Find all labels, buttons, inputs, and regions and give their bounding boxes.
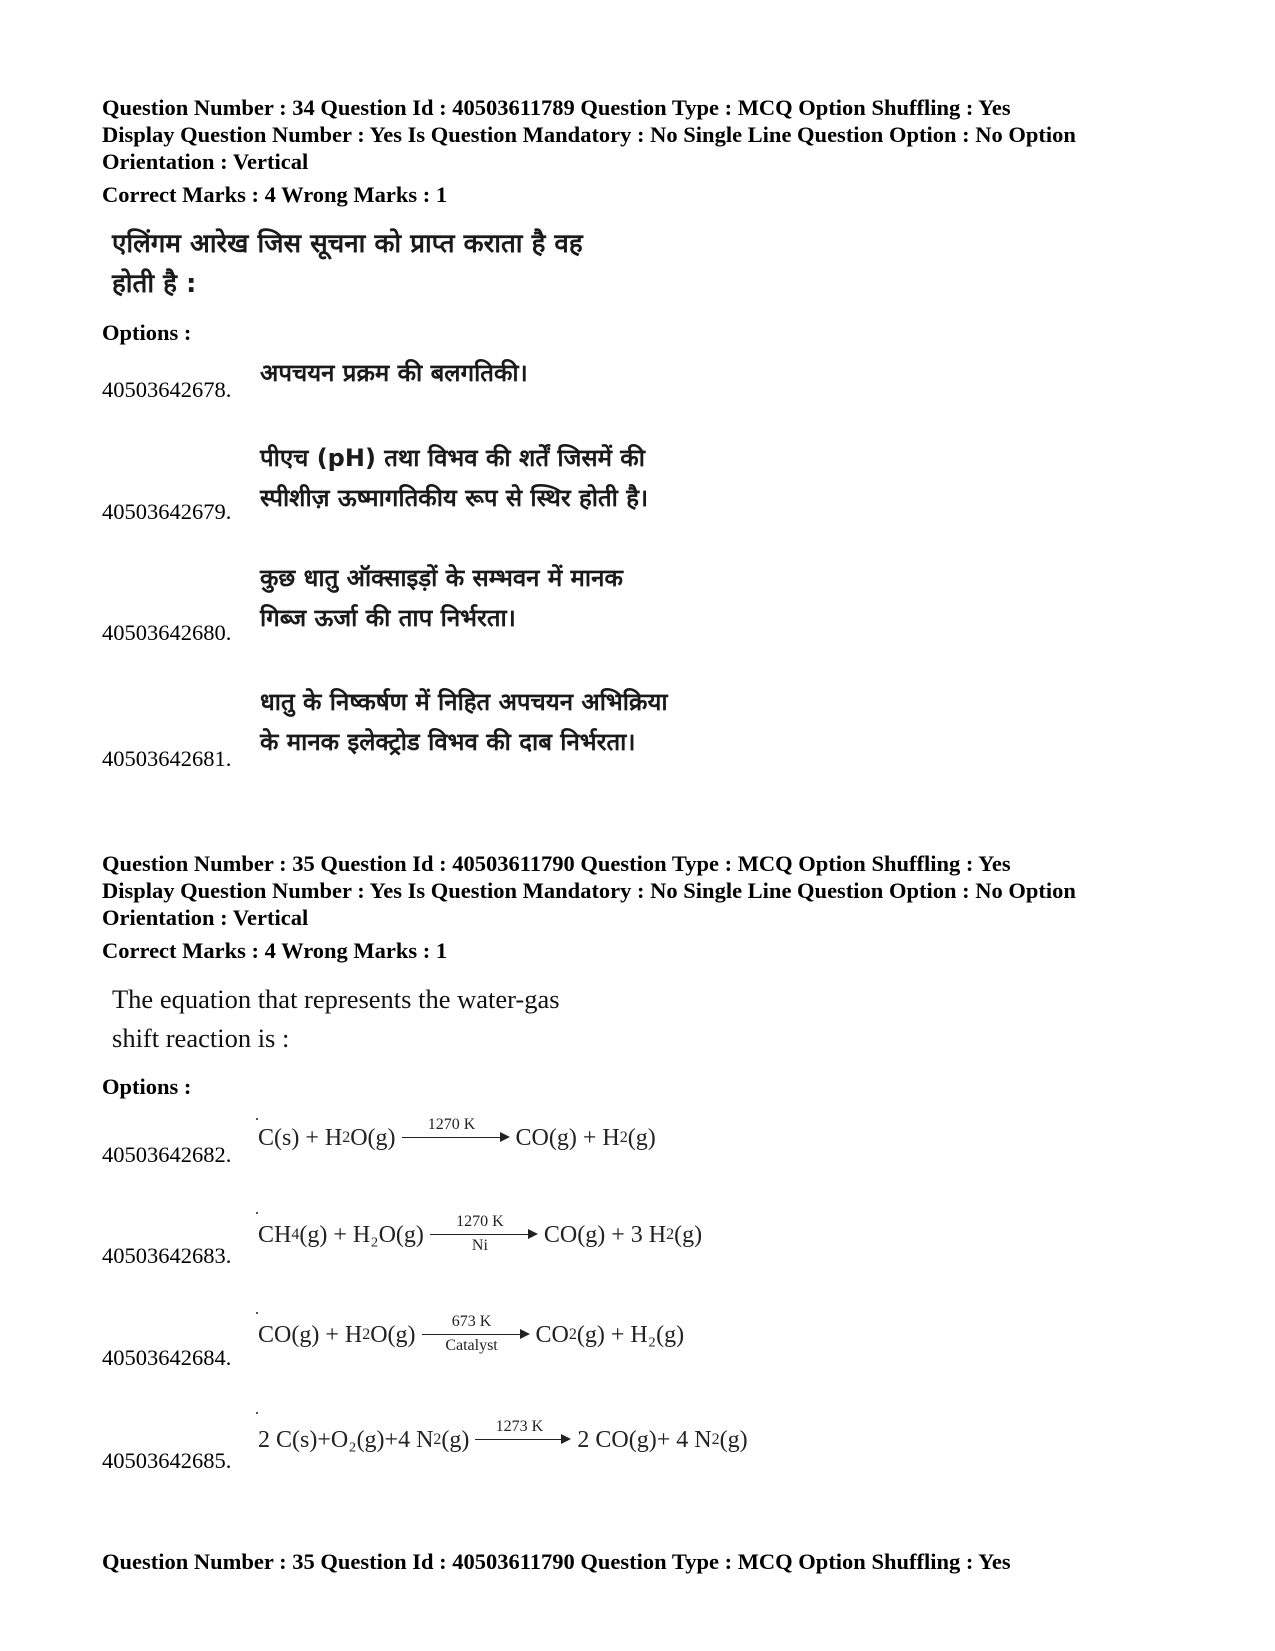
eq2-left-tail: (g) + H₂O(g) — [299, 1221, 424, 1248]
eq3-left: CO(g) + H — [258, 1321, 363, 1348]
q34-option-4-line1: धातु के निष्कर्षण में निहित अपचयन अभिक्रिया — [260, 688, 668, 716]
q34-option-1-text: अपचयन प्रक्रम की बलगतिकी। — [260, 359, 528, 387]
eq2-condition-below: Ni — [471, 1237, 488, 1254]
q34-meta-line3: Orientation : Vertical — [102, 149, 309, 174]
q35-meta-line3: Orientation : Vertical — [102, 905, 309, 930]
q34-question-line1: एलिंगम आरेख जिस सूचना को प्राप्त कराता है वह — [112, 229, 583, 259]
q35-meta-line2: Display Question Number : Yes Is Question Mandatory : No Single Line Question Option : No Option — [102, 878, 1076, 903]
reaction-arrow — [422, 1315, 530, 1355]
q35-option-3-id: 40503642684. — [102, 1345, 232, 1370]
q34-marks: Correct Marks : 4 Wrong Marks : 1 — [102, 182, 448, 207]
eq3-right-sub: 2 — [568, 1326, 577, 1343]
q34-option-4-id: 40503642681. — [102, 746, 232, 771]
q34-option-3-id: 40503642680. — [102, 620, 232, 645]
reaction-arrow — [475, 1420, 571, 1460]
eq2-right: CO(g) + 3 H — [543, 1221, 667, 1248]
q35-marks: Correct Marks : 4 Wrong Marks : 1 — [102, 938, 448, 963]
eq1-right: CO(g) + H — [515, 1124, 620, 1151]
eq3-condition-above: 673 K — [451, 1313, 492, 1330]
q34-option-3-line1: कुछ धातु ऑक्साइड़ों के सम्भवन में मानक — [260, 564, 623, 592]
q34-option-2-line2: स्पीशीज़ ऊष्मागतिकीय रूप से स्थिर होती है। — [260, 484, 649, 512]
q35-question-text — [112, 980, 560, 1058]
q34-meta-line1: Question Number : 34 Question Id : 40503611789 Question Type : MCQ Option Shuffling : Yes — [102, 95, 1011, 120]
q34-option-1-id: 40503642678. — [102, 377, 232, 402]
q35-option-2-equation — [258, 1215, 702, 1255]
q35-question-line2: shift reaction is : — [112, 1023, 290, 1053]
eq1-left-tail: O(g) — [350, 1124, 396, 1151]
q35-option-1-equation — [258, 1118, 656, 1158]
eq4-left-tail: (g) — [441, 1426, 470, 1453]
eq4-condition-above: 1273 K — [495, 1418, 544, 1435]
eq4-left: 2 C(s)+O₂(g)+4 N — [258, 1426, 434, 1453]
eq2-condition-above: 1270 K — [456, 1213, 504, 1230]
q34-option-4-line2: के मानक इलेक्ट्रोड विभव की दाब निर्भरता। — [260, 728, 636, 756]
scan-dot — [256, 1412, 258, 1414]
q35-repeat-meta-line1: Question Number : 35 Question Id : 40503611790 Question Type : MCQ Option Shuffling : Yes — [102, 1549, 1011, 1574]
q35-option-4-id: 40503642685. — [102, 1448, 232, 1473]
q35-question-line1: The equation that represents the water-gas — [112, 984, 560, 1014]
q34-meta-line2: Display Question Number : Yes Is Question Mandatory : No Single Line Question Option : No Option — [102, 122, 1076, 147]
eq4-right-sub: 2 — [711, 1431, 720, 1448]
q35-option-1-id: 40503642682. — [102, 1142, 232, 1167]
eq1-left: C(s) + H — [258, 1124, 343, 1151]
q34-question-line2: होती है : — [112, 269, 197, 299]
q34-option-2-line1: पीएच (pH) तथा विभव की शर्तें जिसमें की — [260, 444, 645, 472]
eq1-condition-above: 1270 K — [427, 1116, 476, 1133]
eq2-right-tail: (g) — [674, 1221, 703, 1248]
q34-question-text — [112, 224, 583, 304]
q34-option-3-text — [260, 558, 623, 638]
q35-option-4-equation — [258, 1420, 748, 1460]
eq1-right-sub: 2 — [619, 1129, 628, 1146]
eq4-right: 2 CO(g)+ 4 N — [577, 1426, 712, 1453]
eq2-right-sub: 2 — [666, 1226, 675, 1243]
reaction-arrow — [402, 1118, 510, 1158]
scan-dot — [256, 1212, 258, 1214]
eq3-left-tail: O(g) — [370, 1321, 416, 1348]
eq2-left: CH — [258, 1221, 292, 1248]
eq1-left-sub: 2 — [342, 1129, 351, 1146]
eq4-left-sub: 2 — [433, 1431, 442, 1448]
q35-options-label: Options : — [102, 1074, 192, 1099]
eq2-left-sub: 4 — [291, 1226, 300, 1243]
q35-option-2-id: 40503642683. — [102, 1243, 232, 1268]
q34-option-2-id: 40503642679. — [102, 499, 232, 524]
q35-option-3-equation — [258, 1315, 684, 1355]
q34-option-4-text — [260, 682, 668, 762]
q34-option-3-line2: गिब्ज ऊर्जा की ताप निर्भरता। — [260, 604, 516, 632]
eq1-right-tail: (g) — [627, 1124, 656, 1151]
scan-dot — [256, 1312, 258, 1314]
q35-meta-line1: Question Number : 35 Question Id : 40503611790 Question Type : MCQ Option Shuffling : Yes — [102, 851, 1011, 876]
eq4-right-tail: (g) — [719, 1426, 748, 1453]
reaction-arrow — [430, 1215, 538, 1255]
eq3-right-tail: (g) + H₂(g) — [576, 1321, 685, 1348]
q34-option-2-text — [260, 438, 648, 518]
eq3-condition-below: Catalyst — [445, 1337, 498, 1354]
q34-options-label: Options : — [102, 320, 192, 345]
eq3-left-sub: 2 — [362, 1326, 371, 1343]
eq3-right: CO — [535, 1321, 569, 1348]
